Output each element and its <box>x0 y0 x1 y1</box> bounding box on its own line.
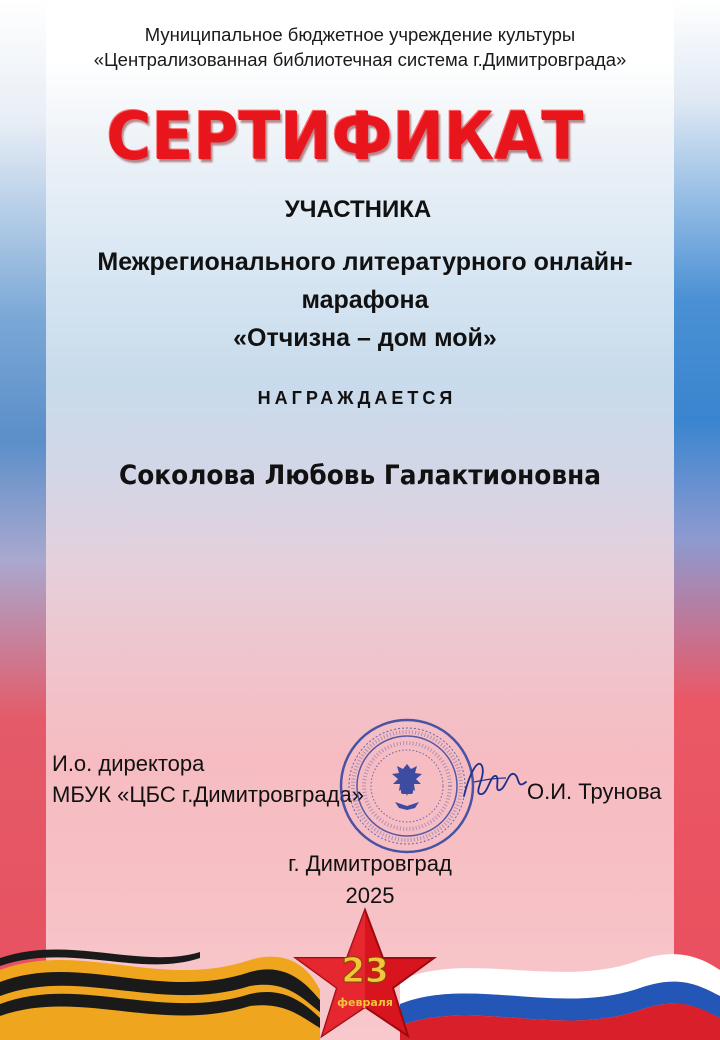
org-line-1: Муниципальное бюджетное учреждение культуры <box>144 24 576 45</box>
recipient-name: Соколова Любовь Галактионовна <box>118 460 602 491</box>
year: 2025 <box>345 883 395 908</box>
city-name: г. Димитровград <box>288 851 452 876</box>
signatory-role-line-1: И.о. директора <box>52 751 205 776</box>
star-number: 23 <box>341 951 389 991</box>
signatory-role-line-2: МБУК «ЦБС г.Димитровграда» <box>52 782 364 807</box>
org-line-2: «Централизованная библиотечная система г.Димитровграда» <box>93 49 627 70</box>
russian-flag-ribbon-icon <box>400 954 720 1040</box>
certificate-subtitle: УЧАСТНИКА <box>284 196 432 223</box>
signatory-name: О.И. Трунова <box>527 779 662 804</box>
organization-header <box>0 22 720 72</box>
signatory-role <box>52 748 364 810</box>
star-caption: февраля <box>337 996 393 1009</box>
event-line-3: «Отчизна – дом мой» <box>233 324 497 352</box>
event-line-2: марафона <box>301 286 429 314</box>
official-seal-stamp <box>337 716 477 856</box>
bottom-ribbon-decoration <box>0 900 720 1040</box>
awarded-label: НАГРАЖДАЕТСЯ <box>257 388 457 408</box>
handwritten-signature <box>460 752 530 808</box>
eagle-emblem-icon <box>392 764 422 810</box>
event-name <box>40 243 690 357</box>
event-line-1: Межрегионального литературного онлайн- <box>97 248 633 276</box>
st-george-ribbon-icon <box>0 949 320 1040</box>
certificate-title: СЕРТИФИКАТ <box>106 98 584 175</box>
